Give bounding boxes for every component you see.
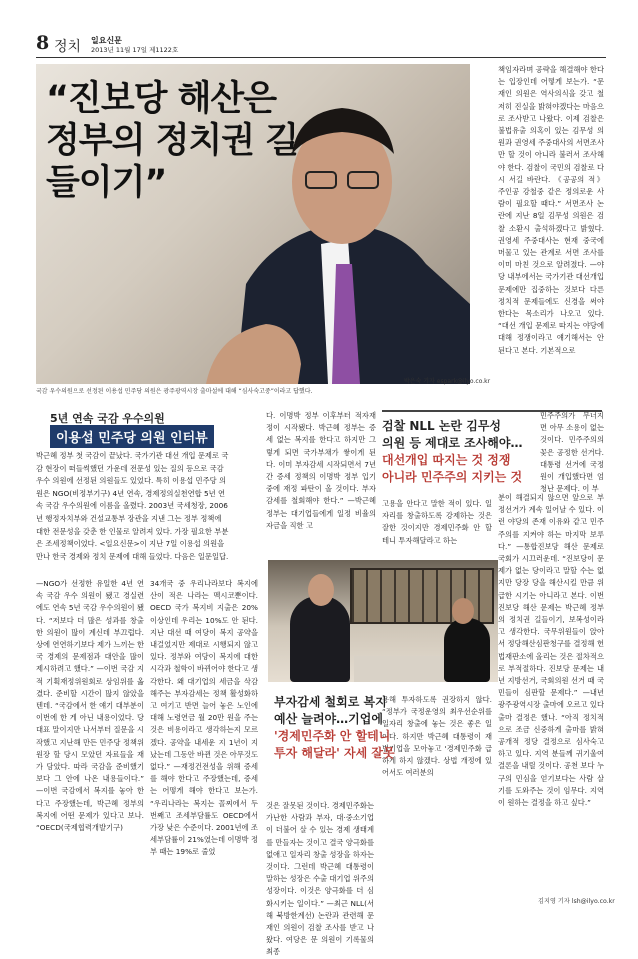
reporter-head bbox=[452, 598, 474, 624]
masthead bbox=[36, 32, 606, 58]
interview-title: 이용섭 민주당 의원 인터뷰 bbox=[50, 425, 214, 448]
headline: “진보당 해산은 정부의 정치권 길들이기” bbox=[46, 79, 299, 203]
pullquote-nll-line3: 대선개입 따지는 것 정쟁 bbox=[382, 453, 511, 467]
issue-date: 2013년 11월 17일 제1122호 bbox=[91, 46, 179, 54]
pullquote-nll-line1: 검찰 NLL 논란 김무성 bbox=[382, 419, 502, 433]
body-column-1: —NGO가 선정한 유일한 4년 연속 국감 우수 의원이 됐고 경실련에도 연속 5년 국감 우수의원이 됐다. “저보다 더 많은 성과를 창출한 의원이 많이 계신데 부끄럽다. 상에 연연하기보다 제가 느끼는 한국 경제의 문제점과 대안을 많이 제시하려고 했다.” —이번 국감 지적 기획재정위원회로 상임위를 옮겼다. 준비할 시간이 많지 않았을 텐데. “국감에서 한 얘기 대부분이 이번에 한 게 아닌 내용이었다. 당 대표 말이지만 나서부터 질문을 시작했고 지난해 만든 민주당 정책위원장 할 당시 모았던 자료들을 재가 담았다. 따라 국감을 준비했기보다 그 안에 나온 내용들이다.” —이번 국감에서 복지를 놓아 한다고 주장했는데, 박근혜 정부의 복지에 어떤 문제가 있다고 보나. “OECD(국제협력개발기구) bbox=[36, 579, 144, 833]
lead-paragraph: 박근혜 정부 첫 국감이 끝났다. 국가기관 대선 개입 문제로 국감 현장이 떠들썩했던 가운데 전문성 있는 질의 등으로 국감 우수 의원에 선정된 의원들도 있었다. 특히 이용섭 민주당 의원은 NGO(비정부기구) 4년 연속, 경제정의실천연합 5년 연속 국감 우수의원에 이름을 올렸다. 2003년 국세청장, 2006년 행정자치부와 건설교통부 장관을 지낸 그는 정부 정책에 대한 전문성을 갖춘 한 인물로 알려져 있다. 가장 필요한 부분은 조세정책이었다. <일요신문>이 지난 7일 이용섭 의원을 만나 한국 경제와 정치 문제에 대해 들었다. 다음은 일문일답. bbox=[36, 451, 229, 561]
interviewee-figure bbox=[290, 596, 350, 682]
body-column-5c: 분이 해결되지 않으면 앞으로 부정선거가 계속 일어날 수 있다. 이런 야당의 존재 이유와 같고 민주주의를 지켜야 하는 마지막 보루다.” —통합진보당 해산 문제로 국회가 시끄러운데. “진보당이 문제가 없는 당이라고 말할 수는 없지만 당장 당을 해산시킬 만큼 위급한 시기는 아니라고 본다. 이번 진보당 해산 문제는 박근혜 정부의 정치권 길들이기, 보복성이라고 생각한다. 국무위원들이 앉아서 정당해산심판청구를 결정해 헌법재판소에 올리는 것은 절차적으로 부적절하다. 진보당 문제는 내년 지방선거, 국회의원 선거 때 국민들이 심판할 문제다.” —내년 광주광역시장 출마에 오르고 있다 출마 결정은 했나. “아직 정치적으로 조금 신중하게 출마를 밝혀 공개적 정당 결정으로 심사숙고 하고 있다. 지역 분들께 귀기울여 결론을 내릴 것이다. 공천 보다 누구의 민심을 얻기보다는 사람 살기를 도와주는 것이 임무다. 지역이 원하는 결정을 하고 싶다.” bbox=[498, 493, 604, 808]
pullquote-welfare bbox=[274, 694, 400, 762]
paper-name: 일요신문 bbox=[91, 36, 122, 45]
photo-credit: 박은숙 기자 espark@ilyo.co.kr bbox=[404, 378, 491, 385]
main-photo bbox=[36, 64, 470, 384]
kicker: 5년 연속 국감 우수의원 bbox=[50, 412, 165, 425]
section-label: 정치 bbox=[54, 39, 82, 55]
pullquote-nll-line4: 아니라 민주주의 지키는 것 bbox=[382, 470, 523, 484]
body-column-4c: 용해 투자하도록 권장하지 않다. “정부가 국정운영의 최우선순위를 일자리 창출에 놓는 것은 좋은 일이다. 하지만 박근혜 대통령이 재벌기업을 모아놓고 '경제민주화 급하게 하지 않겠다. 상법 개정에 있어서도 여러분의 bbox=[382, 695, 492, 778]
byline-bottom: 김지영 기자 lsh@ilyo.co.kr bbox=[538, 898, 615, 905]
body-column-2: 34개국 중 우리나라보다 복지에 산이 적은 나라는 멕시코뿐이다. OECD 국가 복지비 지출은 20% 이상인데 우리는 10%도 안 된다. 지난 대선 때 여당이 복지 공약을 내걸었지만 제대로 시행되지 않고 있다. 정부와 여당이 복지에 대한 시각과 철학이 바뀌어야 한다고 생각한다. 왜 대기업의 세금을 삭감해주는 부자감세는 정책 활성화하고 여기고 반면 늘어 놓은 노인에 대해 노령연금 월 20만 원을 주는 것은 비용이라고 생각하는지 모르겠다. 공약을 내세운 지 1년이 지났는데 그동안 바뀐 것은 아무것도 없다.” —재정건전성을 위해 증세를 해야 한다고 주장했는데, 증세는 어떻게 해야 한다고 보는가. “우리나라는 복지는 꼴찌에서 두 번째고 조세부담률도 OECD에서 가장 낮은 수준이다. 2001년에 조세부담률이 21%였는데 이명박 정부 때는 19%로 줄었 bbox=[150, 579, 258, 857]
pullquote-welfare-line1: 부자감세 철회로 복지 bbox=[274, 695, 387, 709]
interviewee-head bbox=[308, 574, 334, 606]
interview-photo bbox=[268, 560, 498, 682]
photo-caption: 국감 우수의원으로 선정된 이용섭 민주당 의원은 광주광역시장 출마설에 대해 “심사숙고중”이라고 답했다. bbox=[36, 388, 313, 395]
pullquote-nll-line2: 의원 등 제대로 조사해야… bbox=[382, 436, 523, 450]
body-column-3a: 다. 이명박 정부 이후부터 적자재정이 시작됐다. 박근혜 정부는 증세 없는 복지를 한다고 하지만 그렇게 되면 국가부채가 쌓이게 된다. 이미 부자감세 시작되면서 7년간 증세 정책의 이명박 정부 입기 중에 재정 파탄이 올 것이다. 부자감세를 철회해야 한다.” —박근혜 정부는 대기업들에게 일정 비율의 자금을 직한 고 bbox=[266, 411, 376, 530]
body-column-5a: 책임자라며 공략을 해결해야 한다는 입장인데 어떻게 보는가. “문재인 의원은 역사의식을 갖고 철저히 진실을 밝혀야겠다는 마음으로 조사받고 나왔다. 이제 검찰은 불법유출 의혹이 있는 김무성 의원과 권영세 주중대사의 서면조사만 할 것이 아니라 불러서 조사해야 한다. 검찰이 국민의 검찰로 다시 서길 바란다. 《공공의 적》 주인공 강철중 같은 정의로운 사람이 필요할 때다.” 서면조사 논란에 지난 8일 김무성 의원은 검찰 소환시 출석하겠다고 밝혔다. 권영세 주중대사는 현재 중국에 머물고 있는 관계로 서면 조사를 이미 마친 것으로 알려졌다. —야당 내부에서는 국가기관 대선개입 문제에만 집중하는 것보다 다른 정치적 문제들에도 신경을 써야 한다는 목소리가 나오고 있다. “대선 개입 문제로 따지는 야당에 대해 정쟁이라고 얘기해서는 안 된다고 본다. 기본적으로 bbox=[498, 65, 604, 355]
pullquote-welfare-line3: '경제민주화 안 할테니 bbox=[274, 729, 391, 743]
body-column-5b: 민주주의가 무너지면 아무 소용이 없는 것이다. 민주주의의 꽃은 공정한 선거다. 대통령 선거에 국정원이 개입했다면 엄청난 문제다. 이 부 bbox=[540, 411, 604, 494]
pullquote-welfare-line4: 투자 해달라' 자세 잘못 bbox=[274, 746, 395, 760]
body-column-4a: 고용을 안다고 말한 적이 있다. 일자리를 창출하도록 강제하는 것은 잘한 것이지만 경제민주화 안 할 테니 투자해달라고 하는 bbox=[382, 499, 492, 545]
pullquote-nll bbox=[382, 410, 604, 494]
page-number: 8 bbox=[36, 32, 50, 54]
reporter-figure bbox=[444, 618, 490, 682]
pullquote-welfare-line2: 예산 늘려야…기업에 bbox=[274, 712, 383, 726]
table bbox=[354, 656, 454, 682]
body-column-3b: 것은 잘못된 것이다. 경제민주화는 가난한 사람과 부자, 대·중소기업이 더불어 살 수 있는 경제 생태계를 만들자는 것이고 결국 양극화를 없애고 일자리 창출 성장을 하자는 것이다. 그런데 박근혜 대통령이 말하는 성장은 수출 대기업 위주의 성장이다. 이것은 양극화를 더 심화시키는 일이다.” —최근 NLL(서해 북방한계선) 논란과 관련해 문재인 의원이 검찰 조사를 받고 나왔다. 여당은 문 의원이 기록물의 최종 bbox=[266, 801, 374, 957]
